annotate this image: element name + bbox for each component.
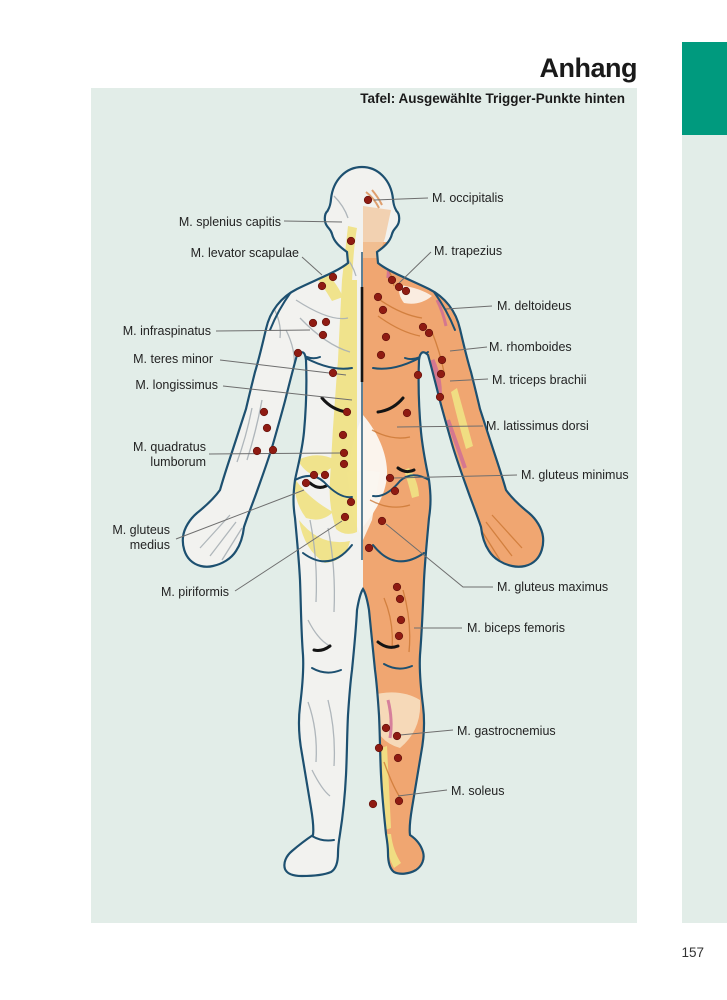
label-quadratus-lumborum: M. quadratus lumborum [133,440,206,470]
trigger-point [364,196,372,204]
trigger-point [425,329,433,337]
trigger-point [394,754,402,762]
label-occipitalis: M. occipitalis [432,191,504,205]
label-levator-scapulae: M. levator scapulae [190,246,299,260]
trigger-point [310,471,318,479]
trigger-point [341,513,349,521]
trigger-point [253,447,261,455]
label-triceps-brachii: M. triceps brachii [492,373,587,387]
trigger-point [414,371,422,379]
trigger-point [309,319,317,327]
trigger-point [419,323,427,331]
trigger-point [329,273,337,281]
trigger-point [269,446,277,454]
trigger-point [382,333,390,341]
label-rhomboides: M. rhomboides [489,340,572,354]
trigger-point [378,517,386,525]
trigger-point [319,331,327,339]
trigger-point [438,356,446,364]
trigger-point [395,632,403,640]
trigger-point [382,724,390,732]
trigger-point [396,595,404,603]
label-gastrocnemius: M. gastrocnemius [457,724,556,738]
trigger-point [402,287,410,295]
trigger-point [437,370,445,378]
label-gluteus-maximus: M. gluteus maximus [497,580,609,594]
trigger-point [347,237,355,245]
trigger-point [403,409,411,417]
trigger-point [343,408,351,416]
page-title: Anhang [539,53,637,83]
trigger-point [365,544,373,552]
trigger-point [393,732,401,740]
trigger-point [388,276,396,284]
label-deltoideus: M. deltoideus [497,299,572,313]
label-latissimus-dorsi: M. latissimus dorsi [486,419,589,433]
page-number: 157 [681,945,704,960]
trigger-point [340,449,348,457]
trigger-point [436,393,444,401]
label-biceps-femoris: M. biceps femoris [467,621,565,635]
trigger-point [397,616,405,624]
trigger-point [322,318,330,326]
trigger-point [393,583,401,591]
trigger-point [375,744,383,752]
trigger-point [294,349,302,357]
trigger-point [339,431,347,439]
table-caption: Tafel: Ausgewählte Trigger-Punkte hinten [360,91,625,106]
trigger-point [395,283,403,291]
trigger-point [391,487,399,495]
trigger-point [321,471,329,479]
label-soleus: M. soleus [451,784,505,798]
trigger-point [379,306,387,314]
trigger-point [377,351,385,359]
trigger-point [263,424,271,432]
label-splenius-capitis: M. splenius capitis [178,215,281,229]
label-infraspinatus: M. infraspinatus [122,324,211,338]
label-gluteus-medius: M. gluteus medius [112,523,170,553]
label-teres-minor: M. teres minor [133,352,213,366]
trigger-point [395,797,403,805]
label-gluteus-minimus: M. gluteus minimus [521,468,629,482]
trigger-point [374,293,382,301]
trigger-point [329,369,337,377]
trigger-point [340,460,348,468]
label-trapezius: M. trapezius [434,244,503,258]
trigger-point [369,800,377,808]
label-longissimus: M. longissimus [135,378,218,392]
trigger-point [302,479,310,487]
label-piriformis: M. piriformis [160,585,229,599]
trigger-point [347,498,355,506]
trigger-point [386,474,394,482]
trigger-point [260,408,268,416]
trigger-point [318,282,326,290]
